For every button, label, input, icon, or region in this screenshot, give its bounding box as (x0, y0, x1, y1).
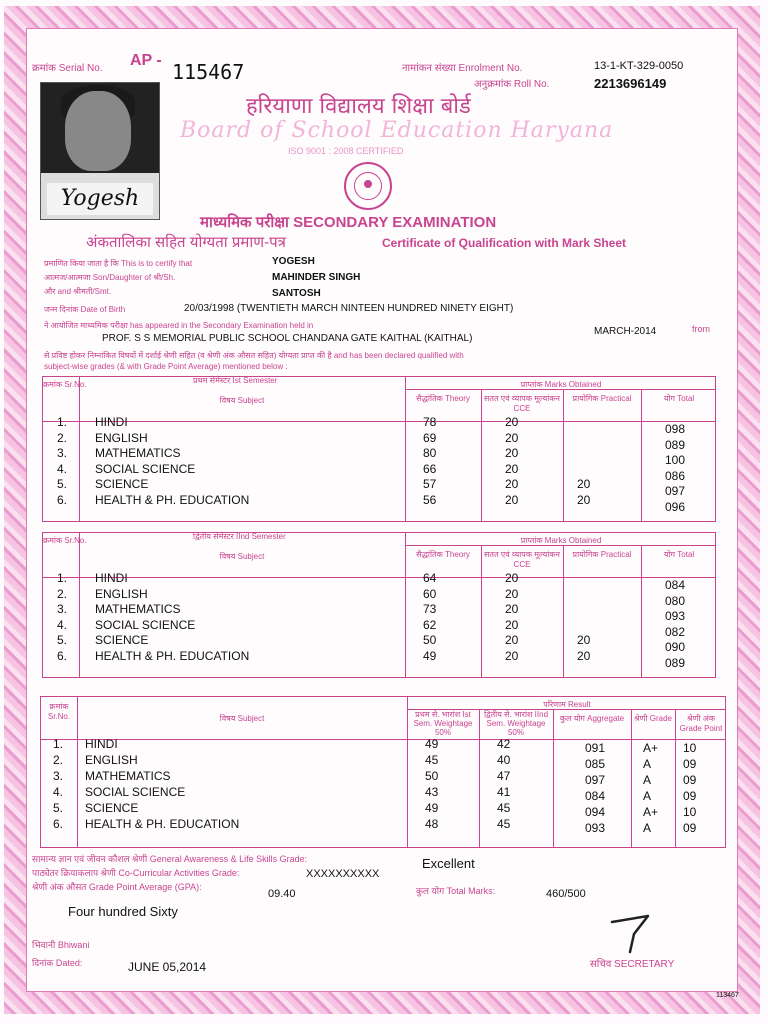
semester-1-table (42, 376, 716, 522)
grade-point: 09 (683, 789, 697, 803)
iso-certification: ISO 9001 : 2008 CERTIFIED (288, 146, 404, 156)
theory-header: सैद्धांतिक Theory (416, 550, 470, 559)
enrolment-number: 13-1-KT-329-0050 (594, 60, 684, 72)
date-of-birth: 20/03/1998 (TWENTIETH MARCH NINTEEN HUNDRED NINETY EIGHT) (184, 303, 514, 314)
sr-number: 6. (57, 648, 68, 663)
theory-marks: 69 (423, 430, 437, 445)
aggregate-marks: 093 (585, 821, 606, 835)
grade-header: श्रेणी Grade (634, 714, 672, 723)
cce-marks: 20 (505, 430, 519, 445)
subject-name: HEALTH & PH. EDUCATION (85, 817, 240, 831)
theory-marks: 49 (423, 648, 437, 663)
grade: A+ (643, 741, 659, 755)
subject-name: MATHEMATICS (95, 446, 181, 460)
total-marks: 080 (665, 593, 686, 608)
board-name-hindi: हरियाणा विद्यालय शिक्षा बोर्ड (246, 94, 471, 119)
enrolment-label: नामांकन संख्या Enrolment No. (402, 63, 523, 74)
sem1-weightage-header: प्रथम से. भारांश Ist Sem. Weightage 50% (413, 710, 473, 737)
semester-header: द्वितीय सेमेस्टर IInd Semester (193, 532, 286, 541)
cce-marks: 20 (505, 492, 519, 507)
cce-marks: 20 (505, 602, 519, 616)
sr-number: 3. (57, 602, 68, 616)
practical-header: प्रायोगिक Practical (572, 550, 632, 559)
student-photo (40, 82, 160, 220)
subject-name: HEALTH & PH. EDUCATION (95, 492, 250, 507)
aggregate-marks: 094 (585, 805, 606, 819)
grade-point: 09 (683, 821, 697, 835)
theory-header: सैद्धांतिक Theory (416, 394, 470, 403)
subject-name: MATHEMATICS (85, 769, 171, 783)
cce-marks: 20 (505, 415, 519, 429)
theory-marks: 78 (423, 415, 437, 429)
subject-name: MATHEMATICS (95, 602, 181, 616)
grade: A (643, 757, 652, 771)
subject-name: HINDI (85, 737, 118, 751)
cce-marks: 20 (505, 461, 519, 476)
total-header: योग Total (663, 394, 695, 403)
father-name: MAHINDER SINGH (272, 272, 361, 283)
certificate-title-hindi: अंकतालिका सहित योग्यता प्रमाण-पत्र (86, 234, 286, 251)
result-table (40, 696, 726, 848)
serial-prefix: AP - (130, 52, 162, 69)
parent-label: आत्मज/आत्मजा Son/Daughter of श्री/Sh. (44, 273, 176, 282)
grade-point-header: श्रेणी अंक Grade Point (679, 714, 723, 733)
cce-marks: 20 (505, 617, 519, 632)
theory-marks: 50 (423, 633, 437, 647)
aggregate-header: कुल योग Aggregate (559, 714, 625, 723)
sr-number: 1. (57, 415, 68, 429)
sr-number: 6. (57, 492, 68, 507)
subject-name: SCIENCE (95, 633, 149, 647)
photo-signature: Yogesh (47, 183, 153, 215)
sr-number: 4. (57, 617, 68, 632)
mother-name: SANTOSH (272, 288, 321, 299)
cce-header: सतत एवं व्यापक मूल्यांकन CCE (484, 550, 560, 569)
subject-header: विषय Subject (219, 396, 265, 405)
roll-label: अनुक्रमांक Roll No. (474, 79, 550, 90)
roll-number: 2213696149 (594, 76, 667, 91)
school-name: PROF. S S MEMORIAL PUBLIC SCHOOL CHANDANA GATE KAITHAL (KAITHAL) (102, 333, 473, 344)
sem1-weighted-marks: 49 (425, 801, 439, 815)
total-marks: 096 (665, 499, 686, 514)
subject-name: ENGLISH (85, 753, 138, 767)
practical-marks: 20 (577, 633, 591, 647)
aggregate-marks: 097 (585, 773, 606, 787)
marks-header: प्राप्तांक Marks Obtained (520, 380, 602, 389)
theory-marks: 56 (423, 492, 437, 507)
total-marks: 097 (665, 484, 686, 498)
exam-month: MARCH-2014 (594, 326, 657, 337)
board-name-english: Board of School Education Haryana (180, 118, 614, 143)
cce-marks: 20 (505, 586, 519, 601)
sr-number: 1. (53, 737, 64, 751)
total-marks: 089 (665, 655, 686, 670)
total-marks: 084 (665, 578, 686, 592)
subject-name: ENGLISH (95, 430, 148, 445)
sem2-weighted-marks: 45 (497, 817, 511, 831)
grade: A (643, 789, 652, 803)
secretary-label: सचिव SECRETARY (590, 959, 675, 970)
total-header: योग Total (663, 550, 695, 559)
sr-header: क्रमांक Sr.No. (43, 536, 87, 545)
aggregate-marks: 085 (585, 757, 606, 771)
sem2-weighted-marks: 40 (497, 753, 511, 767)
total-marks: 093 (665, 609, 686, 623)
theory-marks: 57 (423, 477, 437, 491)
sem2-weighted-marks: 47 (497, 769, 511, 783)
grade: A (643, 773, 652, 787)
sr-number: 3. (57, 446, 68, 460)
sem1-weighted-marks: 43 (425, 785, 439, 799)
sr-number: 2. (57, 430, 68, 445)
sr-number: 5. (53, 801, 64, 815)
sem2-weighted-marks: 42 (497, 737, 511, 751)
total-marks: 086 (665, 468, 686, 483)
theory-marks: 80 (423, 446, 437, 460)
total-marks: 100 (665, 453, 686, 467)
sem2-weighted-marks: 41 (497, 785, 511, 799)
student-name: YOGESH (272, 256, 315, 267)
total-marks: 089 (665, 437, 686, 452)
certify-label: प्रमाणित किया जाता है कि This is to certify that (44, 259, 193, 268)
subject-name: SOCIAL SCIENCE (85, 785, 186, 799)
subject-name: HINDI (95, 415, 128, 429)
cce-marks: 20 (505, 648, 519, 663)
sr-header: क्रमांक Sr.No. (43, 380, 87, 389)
serial-label: क्रमांक Serial No. (32, 63, 103, 74)
total-marks-words: Four hundred Sixty (68, 904, 178, 919)
dated-label: दिनांक Dated: (32, 958, 83, 968)
grade: A+ (643, 805, 659, 819)
sem1-weighted-marks: 48 (425, 817, 439, 831)
sem2-weighted-marks: 45 (497, 801, 511, 815)
cce-header: सतत एवं व्यापक मूल्यांकन CCE (484, 394, 560, 413)
mother-label: और and श्रीमती/Smt. (44, 287, 112, 296)
total-marks-value: 460/500 (546, 888, 586, 900)
general-awareness-grade: Excellent (422, 856, 475, 871)
grades-text: subject-wise grades (& with Grade Point Average) mentioned below : (44, 362, 288, 371)
sr-number: 4. (53, 785, 64, 799)
theory-marks: 60 (423, 586, 437, 601)
aggregate-marks: 091 (585, 741, 606, 755)
subject-name: SOCIAL SCIENCE (95, 617, 196, 632)
cce-marks: 20 (505, 446, 519, 460)
sr-number: 6. (53, 817, 64, 831)
sr-number: 1. (57, 571, 68, 585)
sem1-weighted-marks: 50 (425, 769, 439, 783)
sr-header: क्रमांक Sr.No. (47, 702, 71, 721)
subject-name: SOCIAL SCIENCE (95, 461, 196, 476)
practical-header: प्रायोगिक Practical (572, 394, 632, 403)
total-marks: 082 (665, 624, 686, 639)
bottom-code: 113467 (716, 992, 739, 999)
practical-marks: 20 (577, 648, 591, 663)
co-curricular-grade: XXXXXXXXXX (306, 868, 380, 880)
practical-marks: 20 (577, 492, 591, 507)
theory-marks: 62 (423, 617, 437, 632)
theory-marks: 73 (423, 602, 437, 616)
practical-marks: 20 (577, 477, 591, 491)
sr-number: 2. (53, 753, 64, 767)
place-label: भिवानी Bhiwani (32, 940, 90, 950)
subject-name: SCIENCE (85, 801, 139, 815)
grade: A (643, 821, 652, 835)
sem1-weighted-marks: 45 (425, 753, 439, 767)
subject-header: विषय Subject (219, 714, 265, 723)
appeared-text: ने आयोजित माध्यमिक परीक्षा has appeared in the Secondary Examination held in (44, 321, 314, 330)
grade-point: 10 (683, 741, 697, 755)
grade-point: 09 (683, 757, 697, 771)
sr-number: 4. (57, 461, 68, 476)
sr-number: 3. (53, 769, 64, 783)
subject-header: विषय Subject (219, 552, 265, 561)
total-marks-label: कुल योग Total Marks: (416, 886, 496, 896)
semester-2-table (42, 532, 716, 678)
issue-date: JUNE 05,2014 (128, 960, 207, 974)
grade-point: 09 (683, 773, 697, 787)
subject-name: HINDI (95, 571, 128, 585)
co-curricular-label: पाठ्येतर क्रियाकलाप श्रेणी Co-Curricular Activities Grade: (32, 868, 240, 878)
subject-name: HEALTH & PH. EDUCATION (95, 648, 250, 663)
total-marks: 090 (665, 640, 686, 654)
marks-header: प्राप्तांक Marks Obtained (520, 536, 602, 545)
subject-name: SCIENCE (95, 477, 149, 491)
sem1-weighted-marks: 49 (425, 737, 439, 751)
gpa-label: श्रेणी अंक औसत Grade Point Average (GPA): (32, 882, 202, 892)
theory-marks: 66 (423, 461, 437, 476)
result-header: परिणाम Result (543, 700, 591, 709)
board-seal-icon (344, 162, 392, 210)
sr-number: 2. (57, 586, 68, 601)
total-marks: 098 (665, 422, 686, 436)
general-awareness-label: सामान्य ज्ञान एवं जीवन कौशल श्रेणी General Awareness & Life Skills Grade: (32, 854, 308, 864)
aggregate-marks: 084 (585, 789, 606, 803)
secretary-signature (604, 906, 664, 956)
sr-number: 5. (57, 633, 68, 647)
sr-number: 5. (57, 477, 68, 491)
certificate-title-english: Certificate of Qualification with Mark Sheet (382, 236, 627, 250)
qualified-text: से प्रविष्ट होकर निम्नांकित विषयों में दर्शाई श्रेणी सहित (व श्रेणी अंक औसत सहित) योग्यता प्राप्त की है and has been declared qualified with (44, 351, 464, 360)
exam-title: माध्यमिक परीक्षा SECONDARY EXAMINATION (200, 214, 497, 231)
cce-marks: 20 (505, 477, 519, 491)
serial-number: 115467 (172, 60, 245, 84)
subject-name: ENGLISH (95, 586, 148, 601)
theory-marks: 64 (423, 571, 437, 585)
dob-label: जन्म दिनांक Date of Birth (44, 305, 126, 314)
gpa-value: 09.40 (268, 888, 296, 900)
cce-marks: 20 (505, 633, 519, 647)
sem2-weightage-header: द्वितीय से. भारांश IInd Sem. Weightage 50% (483, 710, 549, 737)
grade-point: 10 (683, 805, 697, 819)
cce-marks: 20 (505, 571, 519, 585)
from-label: from (692, 324, 710, 334)
semester-header: प्रथम सेमेस्टर Ist Semester (193, 376, 278, 385)
